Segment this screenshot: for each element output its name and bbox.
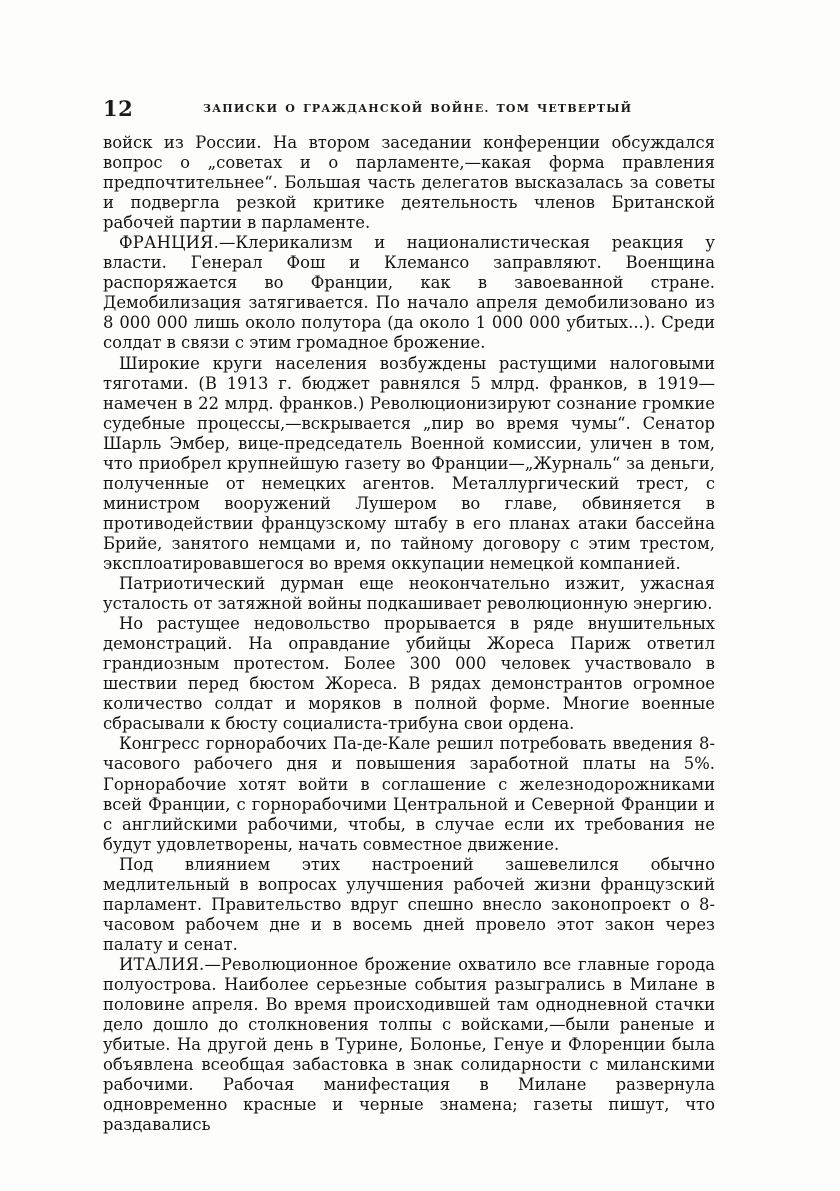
paragraph-7 (103, 855, 715, 955)
paragraph-4 (103, 574, 715, 614)
paragraph-2-text: —Клерикализм и националистическая реакция у власти. Генерал Фош и Клемансо заправляют. Военщина распоряжается во Франции, как в завоеванной стране. Демобилизация затягивается. По начало апреля демобилизовано из 8 000 000 лишь около полутора (да около 1 000 000 убитых...). Среди солдат в связи с этим громадное брожение. (103, 233, 715, 353)
paragraph-1-text: войск из России. На втором заседании конференции обсуждался вопрос о „советах и о парламенте,—какая форма правления предпочтительнее“. Большая часть делегатов высказалась за советы и подвергла резкой критике деятельность членов Британской рабочей партии в парламенте. (103, 133, 715, 233)
paragraph-1 (103, 133, 715, 233)
paragraph-8-text: —Революционное брожение охватило все главные города полуострова. Наиболее серьезные события разыгрались в Милане в половине апреля. Во время происходившей там однодневной стачки дело дошло до столкновения толпы с войсками,—были раненые и убитые. На другой день в Турине, Болонье, Генуе и Флоренции была объявлена всеобщая забастовка в знак солидарности с миланскими рабочими. Рабочая манифестация в Милане развернула одновременно красные и черные знамена; газеты пишут, что раздавались (103, 954, 715, 1135)
paragraph-5 (103, 614, 715, 734)
paragraph-2 (103, 233, 715, 353)
paragraph-8 (103, 955, 715, 1135)
running-head (103, 96, 715, 126)
section-heading-france: ФРАНЦИЯ. (119, 233, 219, 253)
running-title: ЗАПИСКИ О ГРАЖДАНСКОЙ ВОЙНЕ. ТОМ ЧЕТВЕРТЫЙ (203, 102, 633, 115)
paragraph-6-text: Конгресс горнорабочих Па-де-Кале решил потребовать введения 8-часового рабочего дня и повышения заработной платы на 5%. Горнорабочие хотят войти в соглашение с железнодорожниками всей Франции, с горнорабочими Центральной и Северной Франции и с английскими рабочими, чтобы, в случае если их требования не будут удовлетворены, начать совместное движение. (103, 734, 715, 854)
paragraph-4-text: Патриотический дурман еще неокончательно изжит, ужасная усталость от затяжной войны подкашивает революционную энергию. (103, 574, 715, 614)
page-number: 12 (103, 96, 134, 121)
body-text (103, 133, 715, 1135)
section-heading-italy: ИТАЛИЯ. (119, 954, 205, 974)
paragraph-3-text: Широкие круги населения возбуждены растущими налоговыми тяготами. (В 1913 г. бюджет равнялся 5 млрд. франков, в 1919—намечен в 22 млрд. франков.) Революционизируют сознание громкие судебные процессы,—вскрывается „пир во время чумы“. Сенатор Шарль Эмбер, вице-председатель Военной комиссии, уличен в том, что приобрел крупнейшую газету во Франции—„Журналь“ за деньги, полученные от немецких агентов. Металлургический трест, с министром вооружений Лушером во главе, обвиняется в противодействии французскому штабу в его планах атаки бассейна Брийе, занятого немцами и, по тайному договору с этим трестом, эксплоатировавшегося во время оккупации немецкой компанией. (103, 353, 715, 573)
paragraph-6 (103, 734, 715, 854)
paragraph-3 (103, 354, 715, 575)
paragraph-5-text: Но растущее недовольство прорывается в ряде внушительных демонстраций. На оправдание убийцы Жореса Париж ответил грандиозным протестом. Более 300 000 человек участвовало в шествии перед бюстом Жореса. В рядах демонстрантов огромное количество солдат и моряков в полной форме. Многие военные сбрасывали к бюсту социалиста-трибуна свои ордена. (103, 614, 715, 734)
paragraph-7-text: Под влиянием этих настроений зашевелился обычно медлительный в вопросах улучшения рабочей жизни французский парламент. Правительство вдруг спешно внесло законопроект о 8-часовом рабочем дне и в восемь дней провело этот закон через палату и сенат. (103, 854, 715, 954)
